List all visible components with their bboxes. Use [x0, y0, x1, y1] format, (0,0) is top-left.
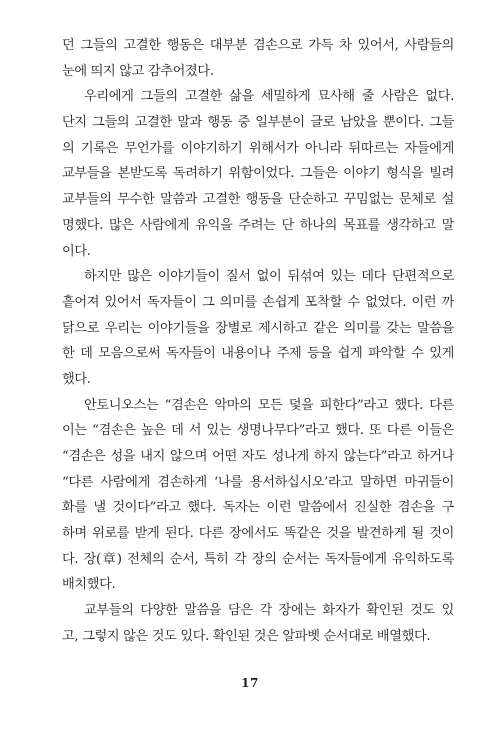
text-line: 하지만 많은 이야기들이 질서 없이 뒤섞여 있는 데다 단편적으로 [84, 269, 454, 285]
text-line: 단지 그들의 고결한 말과 행동 중 일부분이 글로 남았을 뿐이다. 그들 [62, 115, 454, 131]
text-line: 하며 위로를 받게 된다. 다른 장에서도 똑같은 것을 발견하게 될 것이 [62, 526, 454, 542]
text-line: “다른 사람에게 겸손하게 ‘나를 용서하십시오’라고 말하면 마귀들이 [62, 474, 454, 490]
body-text [62, 33, 454, 650]
text-line: 이다. [62, 243, 91, 259]
text-line: 흩어져 있어서 독자들이 그 의미를 손쉽게 포착할 수 없었다. 이런 까 [62, 294, 454, 310]
page-number: 17 [241, 676, 259, 690]
text-line: 다. 장(章) 전체의 순서, 특히 각 장의 순서는 독자들에게 유익하도록 [62, 551, 454, 567]
text-line: 교부들의 다양한 말씀을 담은 각 장에는 화자가 확인된 것도 있 [84, 603, 454, 619]
text-line: 한 데 모음으로써 독자들이 내용이나 주제 등을 쉽게 파악할 수 있게 [62, 346, 454, 362]
text-line: 했다. [62, 371, 91, 387]
text-line: 교부들을 본받도록 독려하기 위함이었다. 그들은 이야기 형식을 빌려 [62, 166, 454, 182]
paragraph [62, 84, 454, 264]
paragraph [62, 264, 454, 392]
text-line: “겸손은 성을 내지 않으며 어떤 자도 성나게 하지 않는다”라고 하거나 [62, 449, 454, 464]
text-line: 배치했다. [62, 577, 116, 593]
paragraph [62, 393, 454, 599]
paragraph [62, 33, 454, 84]
paragraph [62, 598, 454, 649]
text-line: 이는 “겸손은 높은 데 서 있는 생명나무다”라고 했다. 또 다른 이들은 [62, 423, 454, 439]
text-line: 던 그들의 고결한 행동은 대부분 겸손으로 가득 차 있어서, 사람들의 [62, 38, 454, 53]
text-line: 고, 그렇지 않은 것도 있다. 확인된 것은 알파벳 순서대로 배열했다. [62, 628, 431, 644]
text-line: 닭으로 우리는 이야기들을 장별로 제시하고 같은 의미를 갖는 말씀을 [62, 320, 454, 336]
text-line: 교부들의 무수한 말씀과 고결한 행동을 단순하고 꾸밈없는 문체로 설 [62, 192, 454, 208]
text-line: 안토니오스는 “겸손은 악마의 모든 덫을 피한다”라고 했다. 다른 [84, 397, 454, 413]
text-line: 의 기록은 무언가를 이야기하기 위해서가 아니라 뒤따르는 자들에게 [62, 140, 454, 156]
text-line: 눈에 띄지 않고 감추어졌다. [62, 63, 214, 79]
text-line: 우리에게 그들의 고결한 삶을 세밀하게 묘사해 줄 사람은 없다. [84, 89, 454, 105]
text-line: 명했다. 많은 사람에게 유익을 주려는 단 하나의 목표를 생각하고 말 [62, 217, 454, 233]
text-line: 화를 낼 것이다”라고 했다. 독자는 이런 말씀에서 진실한 겸손을 구 [62, 500, 454, 516]
